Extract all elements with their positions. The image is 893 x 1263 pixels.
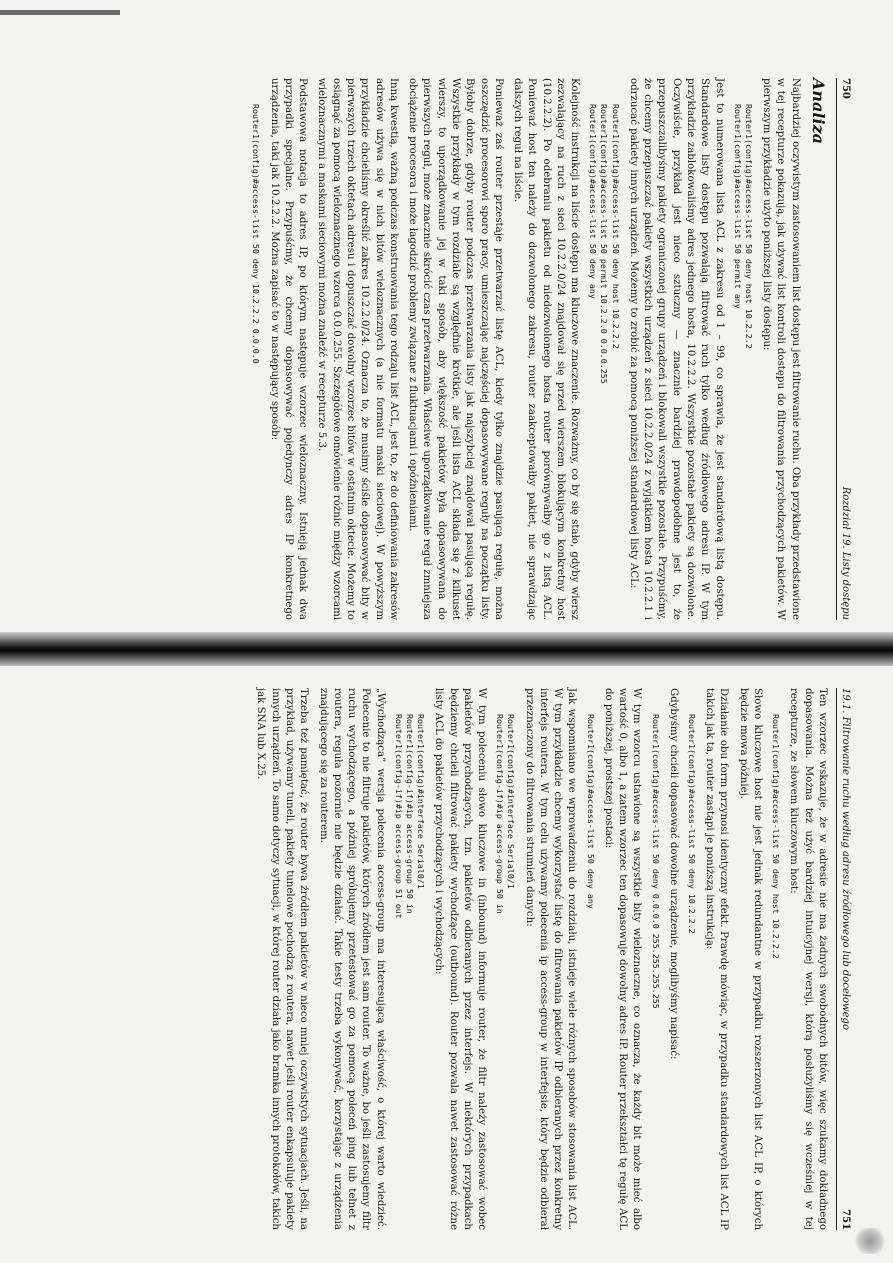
scanner-edge-artifact: [0, 10, 120, 15]
code-line: Router1(config)#access-list 50 deny 0.0.0.0 255.255.255.255: [650, 714, 661, 1009]
page-751: [46, 688, 852, 1230]
paragraph: Jest to numerowana lista ACL z zakresu od 1 – 99, co sprawia, że jest standardową listą dostępu. Standardowe listy dostępu pozwalają filtrować ruch tylko według źródłowego adresu IP. W tym przykładzie zablokowaliśmy adres jednego hosta, 10.2.2.2. Wszystkie pozostałe pakiety są dozwolone. Oczywiście, przykład jest nieco sztuczny — znacznie bardziej prawdopodobne jest to, że przepuszczalibyśmy pakiety ograniczonej grupy urządzeń i blokowali wszystkie pozostałe. Przypuśćmy, że chcemy przepuszczać pakiety wszystkich urządzeń z sieci 10.2.2.0/24 z wyjątkiem hosta 10.2.2.1 i odrzucać pakiety innych urządzeń. Możemy to zrobić za pomocą poniższej standardowej listy ACL:: [627, 78, 725, 620]
paragraph: Ten wzorzec wskazuje, że w adresie nie ma żadnych swobodnych bitów, więc szukamy dokładnego dopasowania. Można też użyć bardziej intuicyjnej wersji, którą posłużyliśmy się wcześniej w tej recepturze, ze słowem kluczowym host:: [788, 688, 828, 1230]
code-line: Router1(config)#access-list 50 deny 10.2.2.2: [686, 714, 697, 934]
code-block: [770, 714, 781, 1230]
code-block: [393, 714, 426, 1230]
paragraph: Kolejność instrukcji na liście dostępu ma kluczowe znaczenie. Rozważmy, co by się stało, gdyby wiersz zezwalający na ruch z sieci 10.2.2.0/24 znajdował się przed wierszem blokującym konkretny host (10.2.2.2). Po odebraniu pakietu od niedozwolonego hosta router porównywałby go z listą ACL. Ponieważ host ten należy do dozwolonego zakresu, router zaakceptowałby pakiet, nie sprawdzając dalszych reguł na liście.: [512, 78, 581, 620]
code-line: Router1(config)#access-list 50 deny host 10.2.2.2: [743, 104, 754, 349]
code-line: Router1(config)#access-list 50 deny host 10.2.2.2: [610, 104, 621, 349]
chapter-title: Rozdział 19. Listy dostępu: [840, 486, 851, 620]
code-line: Router1(config-if)#ip access-group 50 in: [495, 714, 506, 914]
code-block: [587, 104, 620, 620]
running-header: [836, 78, 852, 620]
page-number: 750: [840, 78, 851, 99]
paragraph: Ponieważ zaś router przestaje przetwarzać listę ACL, kiedy tylko znajdzie pasującą regułę, można oszczędzić procesorowi sporo pracy, umieszczając najczęściej dopasowywane reguły na początku listy. Byłoby dobrze, gdyby router podczas przetwarzania listy jak najszybciej znajdował pasującą regułę. Wszystkie przykłady w tym rozdziale są względnie krótkie, ale jeśli lista ACL składa się z kilkuset wierszy, to uporządkowanie jej w taki sposób, aby większość pakietów była dopasowywana do pierwszych reguł, może znacznie skrócić czas przetwarzania. Właściwe uporządkowanie reguł zmniejsza obciążenie procesora i może łagodzić problemy związane z fluktuacjami i opóźnieniami.: [407, 78, 504, 620]
code-line: Router1(config)#access-list 50 deny 10.2.2.2 0.0.0.0: [251, 104, 262, 364]
page-number: 751: [840, 1209, 851, 1230]
running-header: [836, 688, 852, 1230]
code-block: [649, 714, 660, 1230]
paragraph: W tym poleceniu słowo kluczowe in (inbound) informuje router, że filtr należy zastosować wobec pakietów przychodzących, tzn. pakietów odbieranych przez interfejs. W niektórych przypadkach będziemy chcieli filtrować pakiety wychodzące (outbound). Router pozwala nawet zastosować różne listy ACL do pakietów przychodzących i wychodzących:: [433, 688, 488, 1230]
page-750: [46, 78, 852, 620]
code-line: Router1(config-if)#ip access-group 50 in: [404, 714, 415, 914]
scanner-smudge-artifact: [854, 1228, 886, 1254]
code-block: [494, 714, 516, 1230]
paragraph: Działanie obu form przynosi identyczny efekt. Prawdę mówiąc, w przypadku standardowych list ACL IP takich jak ta, router zastąpi je poniższą instrukcją:: [704, 688, 730, 1230]
paragraph: Podstawowa notacja to adres IP, po którym następuje wzorzec wieloznaczny. Istnieją jednak dwa przypadki specjalne. Przypuśćmy, że chcemy dopasowywać pojedynczy adres IP konkretnego urządzenia, taki jak 10.2.2.2. Można zapisać to w następujący sposób:: [268, 78, 309, 620]
paragraph: Trzeba też pamiętać, że router bywa źródłem pakietów w nieco mniej oczywistych sytuacjach. Jeśli, na przykład, używamy tuneli, pakiety tunelowe pochodzą z routera, nawet jeśli router enkapsuluje pakiety innych urządzeń. To samo dotyczy sytuacji, w której router działa jako bramka innych protokołów, takich jak SNA lub X.25.: [255, 688, 310, 1230]
paragraph: Najbardziej oczywistym zastosowaniem list dostępu jest filtrowanie ruchu. Oba przykłady przedstawione w tej recepturze pokazują, jak używać list kontroli dostępu do filtrowania przychodzących pakietów. W pierwszym przykładzie użyto poniższej listy dostępu:: [761, 78, 801, 620]
code-block: [732, 104, 754, 620]
paragraph: Słowo kluczowe host nie jest jednak redundantne w przypadku rozszerzonych list ACL IP, o których będzie mowa później.: [737, 688, 764, 1230]
code-line: Router1(config)#access-list 50 permit any: [732, 104, 743, 309]
code-line: Router1(config)#access-list 50 deny any: [588, 104, 599, 299]
paragraph: Gdybyśmy chcieli dopasować dowolne urządzenie, moglibyśmy napisać:: [667, 688, 679, 1060]
paragraph: Jak wspomniano we wprowadzeniu do rozdziału, istnieje wiele różnych sposobów stosowania list ACL. W tym przykładzie chcemy wykorzystać listę do filtrowania pakietów IP odbieranych przez konkretny interfejs routera. W tym celu używamy polecenia ip access-group w interfejsie, który będzie odbierał przeznaczony do filtrowania strumień danych:: [523, 688, 578, 1230]
code-line: Router1(config)#access-list 50 deny host 10.2.2.2: [771, 714, 782, 959]
code-line: Router1(config)#access-list 50 permit 10.2.2.0 0.0.0.255: [599, 104, 610, 384]
code-line: Router1(config)#interface Serial0/1: [416, 714, 426, 889]
code-block: [686, 714, 697, 1230]
code-line: Router1(config)#interface Serial0/1: [506, 714, 517, 889]
section-running-title: 19.1. Filtrowanie ruchu według adresu źródłowego lub docelowego: [840, 688, 851, 1030]
book-binding-shadow: [0, 632, 893, 666]
paragraph: Inną kwestią, ważną podczas konstruowania tego rodzaju list ACL, jest to, że do definiowania zakresów adresów używa się w nich bitów wieloznacznych (a nie formatu maski sieciowej). W powyższym przykładzie chcieliśmy określić zakres 10.2.2.0/24. Oznacza to, że musimy ściśle dopasowywać bity w pierwszych trzech oktetach adresu i dopuszczać dowolny wzorzec bitów w ostatnim oktecie. Możemy to osiągnąć za pomocą wieloznacznego wzorca 0.0.0.255. Szczegółowe omówienie różnic między wzorcami wieloznacznymi a maskami sieciowymi można znaleźć w recepturze 5.3.: [316, 78, 399, 620]
code-block: [250, 104, 261, 620]
code-line: Router1(config-if)#ip access-group 51 out: [393, 714, 404, 919]
code-line: Router1(config)#access-list 50 deny any: [585, 714, 596, 909]
code-block: [584, 714, 595, 1230]
paragraph: W tym wzorcu ustawione są wszystkie bity wieloznaczne, co oznacza, że każdy bit może mieć albo wartość 0, albo 1, a zatem wzorzec ten dopasowuje dowolny adres IP. Router przekształci tę regułę ACL do poniższej, prostszej postaci:: [602, 688, 643, 1230]
section-title: Analiza: [809, 78, 828, 145]
paragraph: „Wychodząca” wersja polecenia access-group ma interesującą właściwość, o której warto wiedzieć. Polecenie to nie filtruje pakietów, których źródłem jest sam router. To ważne, bo jeśli zastosujemy filtr ruchu wychodzącego, a później spróbujemy przetestować go za pomocą poleceń ping lub telnet z routera, reguła pozornie nie będzie działać. Takie testy trzeba wykonywać, korzystając z urządzenia znajdującego się za routerem.: [317, 688, 386, 1230]
